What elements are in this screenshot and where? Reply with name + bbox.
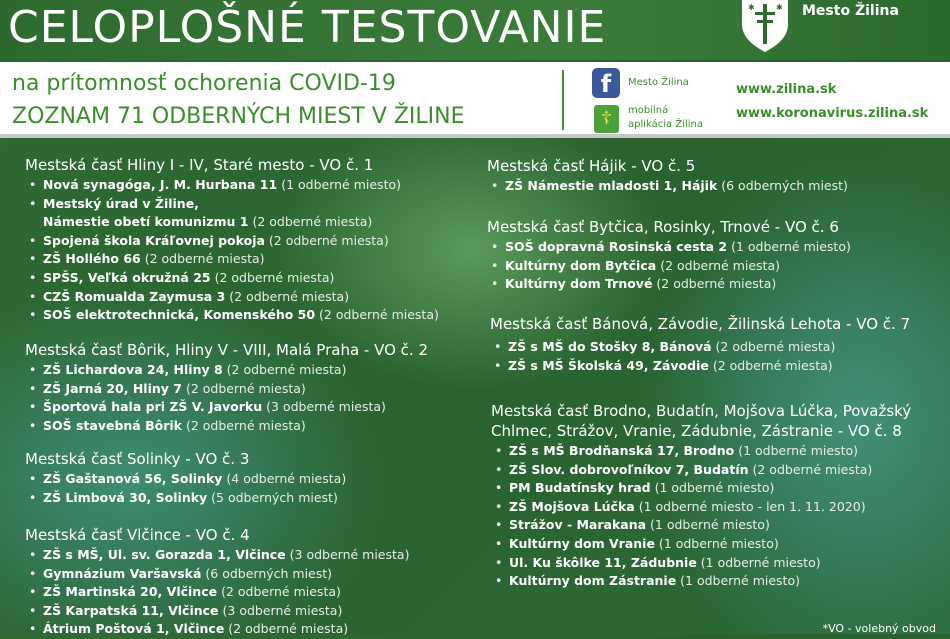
location-name: Nová synagóga, J. M. Hurbana 11 — [43, 177, 278, 192]
website-link[interactable]: www.zilina.sk — [736, 82, 837, 97]
list-item — [491, 461, 911, 480]
list-item — [25, 361, 428, 380]
location-name: SOŠ elektrotechnická, Komenského 50 — [43, 307, 316, 323]
district-heading: Mestská časť Brodno, Budatín, Mojšova Lúčka, Považský Chlmec, Strážov, Vranie, Zádubnie, Zástranie - VO č. 8 — [491, 402, 912, 440]
location-count: (1 odberné miesto) — [650, 517, 770, 533]
corona-website-link[interactable]: www.koronavirus.zilina.sk — [736, 106, 929, 121]
location-count: (2 odberné miesta) — [229, 288, 350, 304]
list-item — [25, 306, 439, 325]
location-name: Gymnázium Varšavská — [43, 565, 202, 581]
district-section — [487, 217, 851, 294]
list-item — [487, 177, 848, 196]
location-list — [491, 442, 911, 591]
list-item — [25, 269, 439, 288]
list-item — [491, 498, 911, 517]
location-name: ZŠ Jarná 20, Hliny 7 — [43, 380, 182, 396]
location-count: (2 odberné miesta) — [319, 307, 439, 323]
page-title: CELOPLOŠNÉ TESTOVANIE — [8, 2, 607, 53]
district-section — [25, 449, 346, 507]
location-count: (3 odberné miesta) — [222, 602, 343, 618]
location-name: Átrium Poštová 1, Vlčince — [43, 621, 225, 637]
svg-text:✱: ✱ — [748, 3, 755, 12]
city-name: Mesto Žilina — [802, 3, 899, 19]
location-name: Ul. Ku škôlke 11, Zádubnie — [509, 554, 697, 570]
district-section — [491, 401, 911, 591]
location-count: (1 odberné miesto) — [738, 443, 858, 458]
location-name: ZŠ Martinská 20, Vlčince — [43, 584, 218, 600]
location-list — [25, 361, 428, 435]
list-item — [491, 554, 911, 573]
location-list — [490, 338, 910, 375]
list-item — [25, 232, 439, 251]
list-item — [491, 442, 911, 461]
location-count: (4 odberné miesta) — [226, 471, 347, 486]
location-name: SOŠ dopravná Rosinská cesta 2 — [505, 239, 728, 254]
list-item — [25, 602, 409, 621]
location-count: (2 odberné miesta) — [226, 362, 347, 377]
location-name: Mestský úrad v Žiline, Námestie obetí komunizmu 1 — [43, 195, 249, 230]
location-name: ZŠ s MŠ do Stošky 8, Bánová — [508, 339, 712, 354]
district-heading: Mestská časť Bôrik, Hliny V - VIII, Malá Praha - VO č. 2 — [25, 341, 428, 359]
location-count: (2 odberné miesta) — [268, 232, 389, 248]
location-name: SPŠS, Veľká okružná 25 — [43, 269, 211, 285]
list-item — [490, 338, 910, 357]
facebook-icon[interactable]: f — [592, 68, 620, 98]
district-section — [490, 314, 910, 375]
location-name: ZŠ Hollého 66 — [43, 251, 141, 267]
app-label-1: mobilná — [628, 105, 669, 116]
location-count: (6 odberných miest) — [721, 178, 848, 193]
location-list — [487, 177, 848, 196]
location-name: SOŠ stavebná Bôrik — [43, 417, 182, 433]
location-count: (2 odberné miesta) — [214, 269, 335, 285]
location-list — [25, 470, 346, 507]
location-name: ZŠ Gaštanová 56, Solinky — [43, 471, 223, 486]
district-section — [25, 340, 428, 435]
location-count: (2 odberné miesta) — [712, 357, 833, 373]
district-heading: Mestská časť Vlčince - VO č. 4 — [25, 526, 250, 544]
location-count: (2 odberné miesta) — [660, 257, 780, 273]
location-name: Spojená škola Kráľovnej pokoja — [43, 232, 265, 248]
location-name: ZŠ s MŠ, Ul. sv. Gorazda 1, Vlčince — [43, 547, 286, 562]
list-item — [25, 288, 439, 307]
list-item — [491, 572, 911, 591]
list-item — [487, 275, 851, 294]
list-item — [25, 546, 409, 565]
list-item — [25, 489, 346, 508]
location-name: Kultúrny dom Vranie — [509, 535, 655, 551]
list-item — [491, 535, 911, 554]
list-item — [490, 357, 910, 376]
location-count: (1 odberné miesto) — [731, 239, 851, 254]
location-name: Strážov - Marakana — [509, 517, 647, 533]
facebook-label[interactable]: Mesto Žilina — [628, 77, 689, 88]
location-count: (3 odberné miesta) — [266, 399, 386, 415]
location-name: ZŠ Karpatská 11, Vlčince — [43, 602, 219, 618]
location-count: (1 odberné miesto) — [654, 480, 775, 496]
app-label-2: aplikácia Žilina — [628, 119, 704, 130]
list-item — [25, 398, 428, 417]
location-name: Športová hala pri ZŠ V. Javorku — [43, 399, 263, 415]
location-list — [25, 176, 439, 325]
info-band — [0, 62, 950, 138]
location-count: (1 odberné miesto - len 1. 11. 2020) — [638, 498, 866, 514]
list-item — [25, 176, 439, 195]
location-count: (2 odberné miesta) — [752, 461, 873, 477]
district-section — [487, 156, 848, 196]
list-item — [25, 380, 428, 399]
list-item — [491, 516, 911, 535]
location-count: (1 odberné miesto) — [680, 573, 800, 589]
location-name: ZŠ Slov. dobrovoľníkov 7, Budatín — [509, 461, 749, 477]
list-item — [25, 195, 439, 232]
list-item — [487, 257, 851, 276]
list-item — [25, 250, 439, 269]
location-count: (3 odberné miesta) — [289, 547, 410, 562]
list-item — [25, 565, 409, 584]
svg-text:✱: ✱ — [776, 3, 783, 12]
district-heading: Mestská časť Bytčica, Rosinky, Trnové - VO č. 6 — [487, 218, 839, 236]
divider — [562, 70, 564, 130]
location-count: (2 odberné miesta) — [252, 214, 373, 230]
location-count: (2 odberné miesta) — [221, 584, 341, 600]
district-heading: Mestská časť Solinky - VO č. 3 — [25, 450, 250, 468]
location-count: (2 odberné miesta) — [185, 417, 306, 433]
district-heading: Mestská časť Hliny I - IV, Staré mesto - VO č. 1 — [25, 156, 374, 174]
list-item — [487, 238, 851, 257]
location-count: (1 odberné miesto) — [281, 177, 401, 192]
header-banner — [0, 0, 950, 60]
location-count: (2 odberné miesta) — [228, 621, 349, 637]
list-item — [491, 479, 911, 498]
district-heading: Mestská časť Hájik - VO č. 5 — [487, 157, 696, 175]
app-icon[interactable]: ☦ — [594, 105, 619, 133]
location-name: Kultúrny dom Zástranie — [509, 573, 677, 589]
location-count: (5 odberných miest) — [211, 489, 338, 505]
location-name: ZŠ s MŠ Brodňanská 17, Brodno — [509, 443, 735, 458]
location-count: (1 odberné miesto) — [700, 554, 821, 570]
location-name: ZŠ s MŠ Školská 49, Závodie — [508, 357, 709, 373]
footnote: *VO - volebný obvod — [822, 622, 936, 635]
subtitle: na prítomnosť ochorenia COVID-19 — [12, 71, 396, 96]
district-section — [25, 155, 439, 325]
location-list — [25, 546, 409, 639]
list-item — [25, 470, 346, 489]
list-item — [25, 417, 428, 436]
district-section — [25, 525, 409, 639]
location-name: Kultúrny dom Trnové — [505, 276, 653, 292]
list-item — [25, 583, 409, 602]
location-name: ZŠ Lichardova 24, Hliny 8 — [43, 362, 223, 377]
location-count: (2 odberné miesta) — [144, 251, 265, 267]
location-name: ZŠ Mojšova Lúčka — [509, 498, 635, 514]
location-list — [487, 238, 851, 294]
location-name: ZŠ Námestie mladosti 1, Hájik — [505, 178, 718, 193]
location-name: PM Budatínsky hrad — [509, 480, 651, 496]
location-count: (2 odberné miesta) — [185, 380, 306, 396]
city-crest-icon — [738, 0, 792, 52]
location-name: ZŠ Limbová 30, Solinky — [43, 489, 208, 505]
district-heading: Mestská časť Bánová, Závodie, Žilinská Lehota - VO č. 7 — [490, 315, 911, 333]
location-count: (2 odberné miesta) — [715, 339, 836, 354]
location-count: (6 odberných miest) — [205, 565, 333, 581]
location-name: Kultúrny dom Bytčica — [505, 257, 657, 273]
location-name: CZŠ Romualda Zaymusa 3 — [43, 288, 226, 304]
list-item — [25, 620, 409, 639]
location-count: (1 odberné miesto) — [658, 535, 779, 551]
location-count: (2 odberné miesta) — [656, 276, 777, 292]
subtitle-list: ZOZNAM 71 ODBERNÝCH MIEST V ŽILINE — [12, 104, 465, 129]
